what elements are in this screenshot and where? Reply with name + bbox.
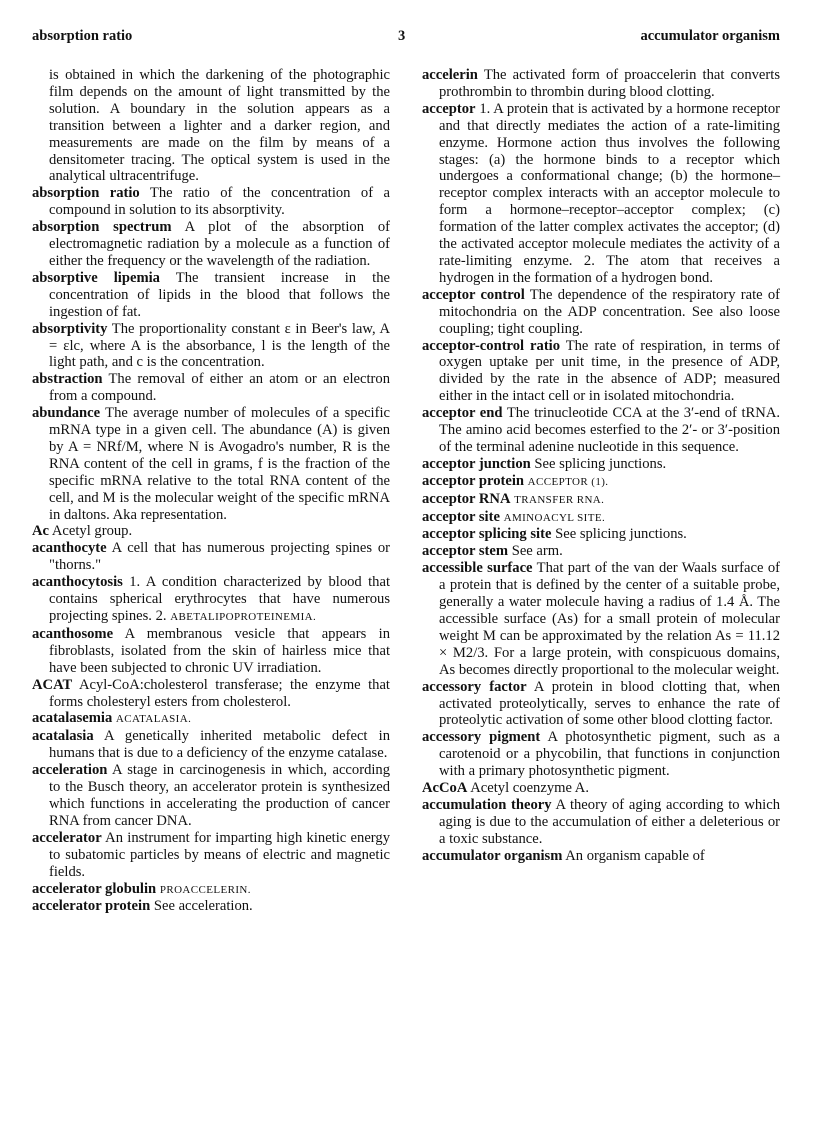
entry-definition: Acetyl coenzyme A. bbox=[470, 780, 589, 797]
header-right-guideword: accumulator organism bbox=[640, 28, 780, 44]
entry bbox=[32, 898, 390, 915]
entry-term: accelerator protein bbox=[32, 898, 151, 915]
entry-term: abundance bbox=[32, 405, 101, 422]
entry-definition: A theory of aging according to which aging is due to the accumulation of either a deleterious or a toxic substance. bbox=[439, 796, 780, 847]
entry-term: acceptor bbox=[422, 100, 476, 117]
entry bbox=[32, 270, 390, 321]
entry bbox=[32, 321, 390, 372]
entry-term: acceptor stem bbox=[422, 543, 509, 560]
cross-reference: ABETALIPOPROTEINEMIA. bbox=[170, 611, 317, 623]
entry-term: absorption ratio bbox=[32, 185, 140, 202]
entry-definition: See arm. bbox=[511, 543, 563, 560]
cross-reference: AMINOACYL SITE. bbox=[503, 511, 606, 524]
entry-definition: A protein in blood clotting that, when activated proteolytically, serves to enhance the rate of proteolytic activation of some other blood clotting factor. bbox=[439, 678, 781, 729]
entry bbox=[32, 540, 390, 574]
entry bbox=[32, 67, 390, 185]
entry bbox=[422, 509, 780, 527]
entry-term: acceptor-control ratio bbox=[422, 337, 561, 354]
cross-reference: ACATALASIA. bbox=[115, 713, 192, 726]
running-header bbox=[0, 28, 816, 48]
entry bbox=[422, 405, 780, 456]
entry-definition: 1. A protein that is activated by a hormone receptor and that directly mediates the action of a rate-limiting enzyme. Hormone action thus involves the following stages: (a) the hormone binds to a receptor which undergoes a conformational change; (b) the hormone–receptor complex interacts with an acceptor molecule to form a hormone–receptor–acceptor complex; (c) formation of the latter complex activates the acceptor; (d) the activated acceptor molecule mediates the activity of a rate-limiting enzyme. 2. The atom that receives a hydrogen in the formation of a hydrogen bond. bbox=[439, 100, 780, 286]
entry-definition: The dependence of the respiratory rate of mitochondria on the ADP concentration. See also loose coupling; tight coupling. bbox=[439, 286, 780, 337]
entry-term: abstraction bbox=[32, 371, 103, 388]
entry-definition: Acyl-CoA:cholesterol transferase; the enzyme that forms cholesteryl esters from cholesterol. bbox=[49, 676, 390, 710]
entry bbox=[422, 560, 780, 678]
entry-definition: See acceleration. bbox=[153, 898, 253, 915]
entry-definition: A genetically inherited metabolic defect in humans that is due to a deficiency of the enzyme catalase. bbox=[49, 728, 391, 762]
entry bbox=[422, 679, 780, 730]
entry-definition: An instrument for imparting high kinetic energy to subatomic particles by means of electric and magnetic fields. bbox=[49, 829, 390, 880]
entry-term: accelerator bbox=[32, 829, 102, 846]
entry-term: Ac bbox=[32, 523, 50, 540]
entry-definition: Acetyl group. bbox=[51, 523, 133, 540]
entry bbox=[422, 473, 780, 491]
entry-term: ACAT bbox=[32, 676, 73, 693]
entry-term: acanthosome bbox=[32, 625, 114, 642]
entry-definition: A plot of the absorption of electromagnetic radiation by a molecule as a function of either the frequency or the wavelength of the radiation. bbox=[49, 219, 391, 269]
entry-term: absorptive lipemia bbox=[32, 269, 160, 286]
entry bbox=[422, 456, 780, 473]
page-number: 3 bbox=[398, 28, 406, 44]
entry-definition: 1. A condition characterized by blood that contains spherical erythrocytes that have numerous projecting spines. 2. bbox=[49, 574, 390, 624]
entry-term: accessory pigment bbox=[422, 729, 541, 746]
entry-definition: A membranous vesicle that appears in fibroblasts, isolated from the skin of hairless mice that have been subjected to chronic UV irradiation. bbox=[49, 625, 390, 676]
entry-term: absorption spectrum bbox=[32, 219, 172, 236]
entry-definition: The activated form of proaccelerin that converts prothrombin to thrombin during blood clotting. bbox=[439, 67, 780, 100]
entry-definition: The transient increase in the concentration of lipids in the blood that follows the ingestion of fat. bbox=[49, 269, 390, 320]
entry-term: acceptor control bbox=[422, 286, 525, 303]
entry-definition: That part of the van der Waals surface of a protein that is defined by the center of a suitable probe, generally a water molecule having a radius of 1.4 Å. The accessible surface (As) for a small protein of molecular weight M can be approximated by the relation As = 11.12 × M2/3. For a large protein, with conspicuous domains, As becomes directly proportional to the molecular weight. bbox=[439, 560, 780, 678]
cross-reference: ACCEPTOR (1). bbox=[527, 475, 609, 488]
entry-term: accumulator organism bbox=[422, 847, 563, 864]
entry-term: accelerin bbox=[422, 67, 478, 83]
entry-definition: The average number of molecules of a specific mRNA type in a given cell. The abundance (A) is given by A = NRf/M, where N is Avogadro's number, R is the RNA content of the cell in grams, f is the fraction of the specific mRNA relative to the total RNA content of the cell, and M is the molecular weight of the specific mRNA in daltons. Aka representation. bbox=[49, 405, 390, 523]
entry-term: acceptor site bbox=[422, 508, 500, 525]
entry-term: absorptivity bbox=[32, 320, 108, 337]
entry-term: acceptor RNA bbox=[422, 490, 511, 507]
cross-reference: TRANSFER RNA. bbox=[514, 493, 605, 506]
entry bbox=[32, 185, 390, 219]
entry-term: accelerator globulin bbox=[32, 880, 157, 897]
entry bbox=[32, 574, 390, 626]
entry-term: acceptor protein bbox=[422, 472, 524, 489]
entry-definition: The removal of either an atom or an electron from a compound. bbox=[49, 371, 390, 405]
entry-definition: The ratio of the concentration of a compound in solution to its absorptivity. bbox=[49, 185, 390, 219]
entry bbox=[422, 101, 780, 287]
entry bbox=[32, 677, 390, 711]
entry-definition: The trinucleotide CCA at the 3′-end of tRNA. The amino acid becomes esterfied to the 2′- or 3′-position of the terminal adenine nucleotide in this sequence. bbox=[439, 405, 781, 455]
entry-term: accessible surface bbox=[422, 560, 533, 577]
entry bbox=[32, 881, 390, 899]
entry-term: AcCoA bbox=[422, 780, 468, 797]
entry-definition: A photosynthetic pigment, such as a carotenoid or a phycobilin, that functions in conjunction with a primary photosynthetic pigment. bbox=[439, 729, 780, 780]
entry-definition: The proportionality constant ε in Beer's law, A = εlc, where A is the absorbance, l is the length of the light path, and c is the concentration. bbox=[49, 320, 390, 371]
entry-term: acceleration bbox=[32, 762, 108, 779]
entry-term: acanthocytosis bbox=[32, 574, 123, 591]
entry bbox=[422, 491, 780, 509]
entry bbox=[32, 830, 390, 881]
entry-term: acatalasia bbox=[32, 728, 94, 745]
entry-term: acanthocyte bbox=[32, 540, 107, 557]
entry bbox=[32, 371, 390, 405]
entry-term: acatalasemia bbox=[32, 710, 113, 727]
entry bbox=[422, 780, 780, 797]
entry bbox=[422, 67, 780, 101]
entry-definition: A stage in carcinogenesis in which, according to the Busch theory, an accelerator protein is synthesized which functions in accelerating the production of cancer RNA from cancer DNA. bbox=[49, 762, 391, 829]
entry bbox=[422, 526, 780, 543]
entry bbox=[422, 338, 780, 406]
entry-definition: An organism capable of bbox=[565, 847, 705, 864]
entry bbox=[32, 523, 390, 540]
entry-term: accumulation theory bbox=[422, 796, 552, 813]
entry-definition: See splicing junctions. bbox=[555, 526, 687, 543]
entry bbox=[422, 848, 780, 865]
entry-definition: See splicing junctions. bbox=[534, 455, 667, 472]
entry bbox=[32, 626, 390, 677]
entry bbox=[422, 729, 780, 780]
left-column bbox=[32, 67, 390, 915]
entry-term: acceptor end bbox=[422, 405, 503, 422]
entry bbox=[32, 762, 390, 830]
entry-term: acceptor splicing site bbox=[422, 526, 552, 543]
entry bbox=[422, 287, 780, 338]
right-column bbox=[422, 67, 780, 865]
entry bbox=[32, 219, 390, 270]
header-left-guideword: absorption ratio bbox=[32, 28, 133, 44]
entry-definition: A cell that has numerous projecting spines or "thorns." bbox=[49, 540, 391, 574]
entry bbox=[422, 543, 780, 560]
entry-definition: The rate of respiration, in terms of oxygen uptake per unit time, in the presence of ADP, divided by the rate in the absence of ADP; measured either in the intact cell or in isolated mitochondria. bbox=[439, 337, 780, 405]
cross-reference: PROACCELERIN. bbox=[159, 883, 251, 896]
entry-term: acceptor junction bbox=[422, 455, 531, 472]
entry bbox=[32, 728, 390, 762]
entry-term: accessory factor bbox=[422, 678, 527, 695]
entry bbox=[32, 405, 390, 523]
entry bbox=[422, 797, 780, 848]
entry bbox=[32, 710, 390, 728]
entry-definition: is obtained in which the darkening of the photographic film depends on the amount of light transmitted by the solution. A boundary in the solution appears as a transition between a lighter and a darker region, and measurements are made on the film by means of a densitometer tracing. The optical system is used in the analytical ultracentrifuge. bbox=[49, 67, 390, 185]
